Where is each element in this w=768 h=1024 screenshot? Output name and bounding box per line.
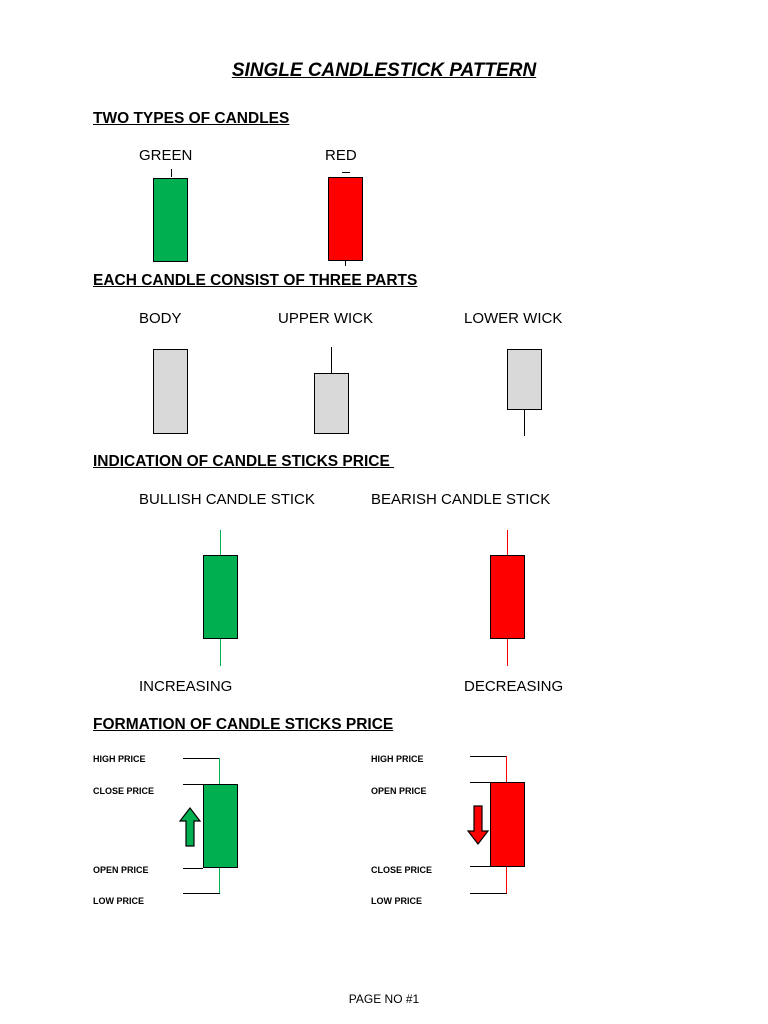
increasing-label: INCREASING bbox=[139, 678, 233, 695]
bearish-formation-lower-wick bbox=[506, 867, 507, 893]
bullish-low-line bbox=[183, 893, 220, 894]
bearish-close-price-label: CLOSE PRICE bbox=[371, 865, 433, 875]
red-candle-top-tick bbox=[342, 172, 350, 173]
bullish-high-line bbox=[183, 758, 220, 759]
bullish-upper-wick bbox=[220, 530, 221, 555]
body-candle bbox=[153, 349, 188, 434]
section-heading-formation: FORMATION OF CANDLE STICKS PRICE bbox=[93, 716, 394, 733]
red-candle-lower-wick bbox=[345, 261, 346, 266]
upper-wick-line bbox=[331, 347, 332, 373]
green-candle bbox=[153, 178, 188, 262]
green-candle-label: GREEN bbox=[139, 147, 193, 164]
decreasing-label: DECREASING bbox=[464, 678, 564, 695]
bullish-formation-lower-wick bbox=[219, 868, 220, 893]
up-arrow-icon bbox=[178, 806, 202, 848]
bullish-close-line bbox=[183, 784, 203, 785]
lower-wick-line bbox=[524, 410, 525, 436]
page-title: SINGLE CANDLESTICK PATTERN bbox=[231, 60, 537, 81]
bullish-lower-wick bbox=[220, 639, 221, 666]
bullish-open-price-label: OPEN PRICE bbox=[93, 865, 149, 875]
bearish-close-line bbox=[470, 866, 490, 867]
upper-wick-label: UPPER WICK bbox=[278, 310, 374, 327]
bearish-high-line bbox=[470, 756, 507, 757]
bearish-low-price-label: LOW PRICE bbox=[371, 896, 422, 906]
lower-wick-candle bbox=[507, 349, 542, 410]
red-candle-label: RED bbox=[325, 147, 357, 164]
bearish-candle bbox=[490, 555, 525, 639]
bearish-open-line bbox=[470, 782, 490, 783]
bullish-low-price-label: LOW PRICE bbox=[93, 896, 144, 906]
bullish-formation-candle bbox=[203, 784, 238, 868]
bearish-formation-upper-wick bbox=[506, 756, 507, 782]
bearish-open-price-label: OPEN PRICE bbox=[371, 786, 427, 796]
bearish-lower-wick bbox=[507, 639, 508, 666]
bullish-candle-label: BULLISH CANDLE STICK bbox=[139, 491, 315, 508]
bullish-formation-upper-wick bbox=[219, 758, 220, 784]
body-label: BODY bbox=[139, 310, 182, 327]
bullish-high-price-label: HIGH PRICE bbox=[93, 754, 146, 764]
green-candle-upper-wick bbox=[171, 169, 172, 177]
section-heading-two-types: TWO TYPES OF CANDLES bbox=[93, 110, 290, 127]
red-candle bbox=[328, 177, 363, 261]
upper-wick-candle bbox=[314, 373, 349, 434]
bearish-high-price-label: HIGH PRICE bbox=[371, 754, 424, 764]
bearish-low-line bbox=[470, 893, 507, 894]
down-arrow-icon bbox=[466, 804, 490, 846]
bearish-upper-wick bbox=[507, 530, 508, 555]
section-heading-indication: INDICATION OF CANDLE STICKS PRICE bbox=[93, 453, 395, 470]
lower-wick-label: LOWER WICK bbox=[464, 310, 563, 327]
bullish-open-line bbox=[183, 868, 203, 869]
page-number: PAGE NO #1 bbox=[348, 992, 420, 1006]
bearish-formation-candle bbox=[490, 782, 525, 867]
bullish-close-price-label: CLOSE PRICE bbox=[93, 786, 155, 796]
bearish-candle-label: BEARISH CANDLE STICK bbox=[371, 491, 551, 508]
bullish-candle bbox=[203, 555, 238, 639]
section-heading-three-parts: EACH CANDLE CONSIST OF THREE PARTS bbox=[93, 272, 418, 289]
